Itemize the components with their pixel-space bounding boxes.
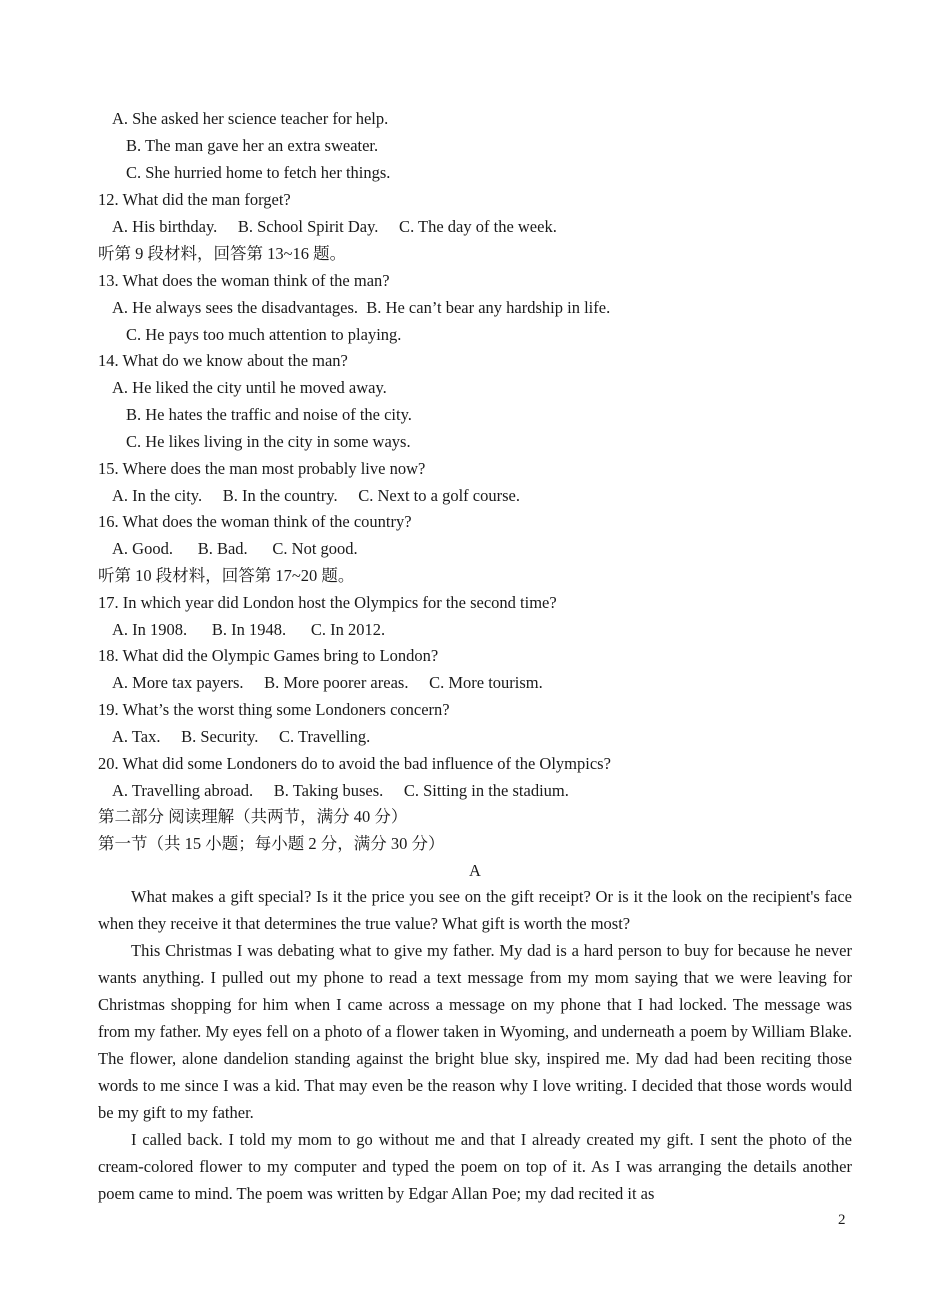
option-line: A. He always sees the disadvantages. B. He can’t bear any hardship in life. (112, 298, 611, 317)
section-instruction: 听第 9 段材料，回答第 13~16 题。 (98, 244, 347, 263)
question-15: 15. Where does the man most probably live now? (98, 459, 426, 478)
question-14: 14. What do we know about the man? (98, 351, 348, 370)
option-line: A. He liked the city until he moved away. (112, 378, 387, 397)
option-line: C. He pays too much attention to playing. (126, 325, 402, 344)
option-line: A. She asked her science teacher for help. (112, 109, 389, 128)
page-number: 2 (838, 1212, 846, 1228)
option-line: B. He hates the traffic and noise of the city. (126, 405, 412, 424)
option-line: A. Travelling abroad. B. Taking buses. C. Sitting in the stadium. (112, 781, 569, 800)
passage-label: A (469, 861, 481, 880)
section-instruction: 听第 10 段材料，回答第 17~20 题。 (98, 566, 355, 585)
question-19: 19. What’s the worst thing some Londoners concern? (98, 700, 450, 719)
question-20: 20. What did some Londoners do to avoid the bad influence of the Olympics? (98, 754, 611, 773)
option-line: B. The man gave her an extra sweater. (126, 136, 379, 155)
option-line: A. His birthday. B. School Spirit Day. C. The day of the week. (112, 217, 557, 236)
option-line: C. He likes living in the city in some ways. (126, 432, 411, 451)
question-12: 12. What did the man forget? (98, 190, 291, 209)
passage-paragraph: I called back. I told my mom to go without me and that I already created my gift. I sent the photo of the cream-colored flower to my computer and typed the poem on top of it. As I was arranging the details another poem came to mind. The poem was written by Edgar Allan Poe; my dad recited it as (98, 1130, 852, 1203)
question-16: 16. What does the woman think of the country? (98, 512, 412, 531)
passage-body (98, 883, 852, 1207)
option-line: A. More tax payers. B. More poorer areas. C. More tourism. (112, 673, 543, 692)
option-line: A. Good. B. Bad. C. Not good. (112, 539, 358, 558)
part-heading: 第二部分 阅读理解（共两节，满分 40 分） (98, 807, 408, 826)
passage-paragraph: This Christmas I was debating what to give my father. My dad is a hard person to buy for because he never wants anything. I pulled out my phone to read a text message from my mom saying that we were leaving for Christmas shopping for him when I came across a message on my phone that I had locked. The message was from my father. My eyes fell on a photo of a flower taken in Wyoming, and underneath a poem by William Blake. The flower, alone dandelion standing against the bright blue sky, inspired me. My dad had been reciting those words to me since I was a kid. That may even be the reason why I love writing. I decided that those words would be my gift to my father. (98, 941, 852, 1122)
question-17: 17. In which year did London host the Olympics for the second time? (98, 593, 557, 612)
option-line: A. In the city. B. In the country. C. Next to a golf course. (112, 486, 520, 505)
option-line: C. She hurried home to fetch her things. (126, 163, 391, 182)
section-heading: 第一节（共 15 小题；每小题 2 分，满分 30 分） (98, 834, 445, 853)
question-13: 13. What does the woman think of the man? (98, 271, 390, 290)
question-18: 18. What did the Olympic Games bring to London? (98, 646, 439, 665)
option-line: A. Tax. B. Security. C. Travelling. (112, 727, 371, 746)
passage-paragraph: What makes a gift special? Is it the price you see on the gift receipt? Or is it the look on the recipient's face when they receive it that determines the true value? What gift is worth the most? (98, 887, 852, 933)
option-line: A. In 1908. B. In 1948. C. In 2012. (112, 620, 386, 639)
